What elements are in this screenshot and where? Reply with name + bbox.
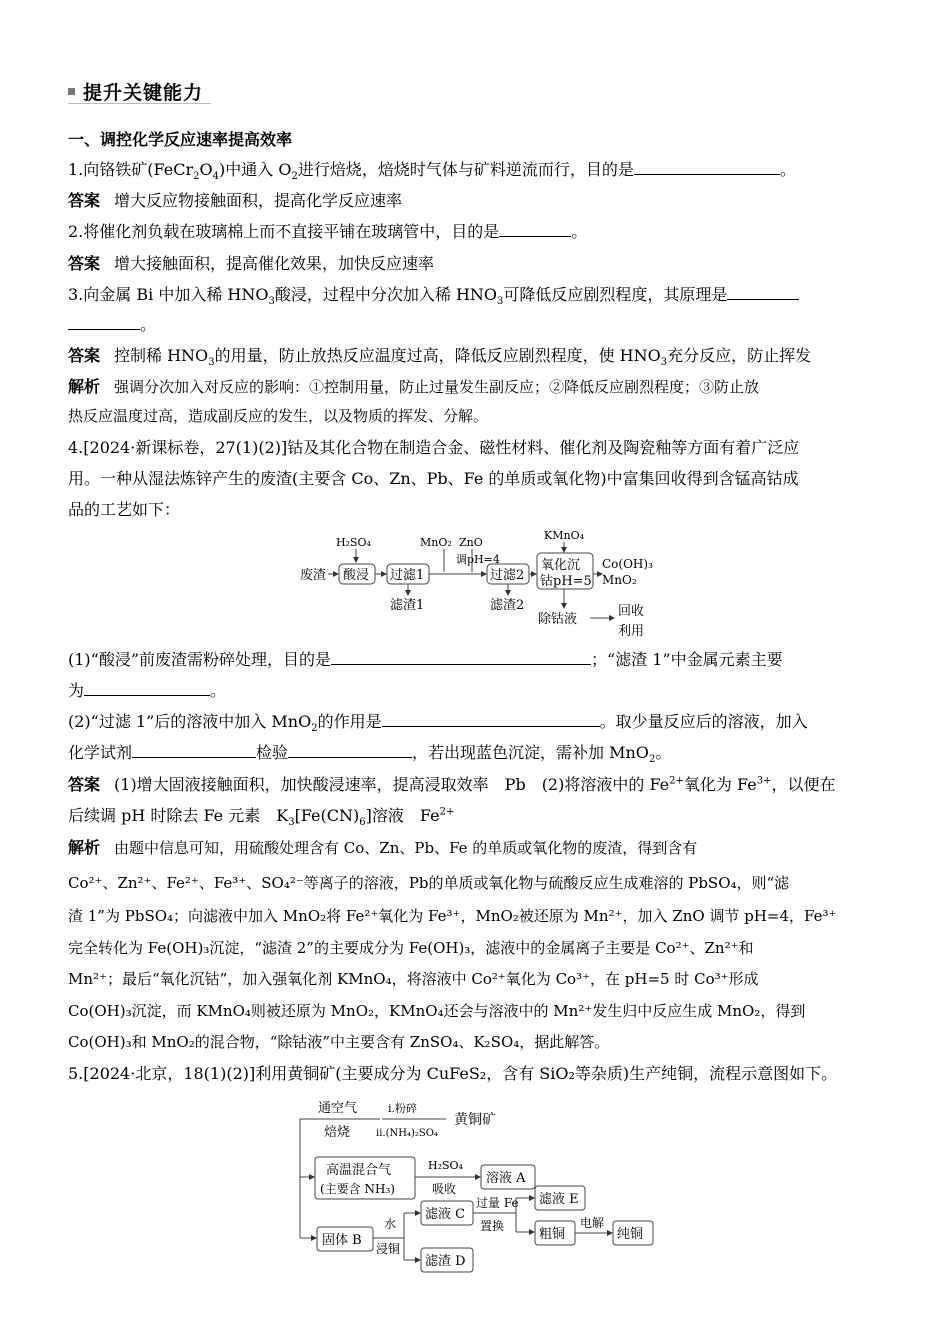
flow-air: 通空气 [318,1101,358,1116]
question-4-part1-cont: 为 。 [68,681,227,700]
analysis-4-line3: 渣 1”为 PbSO₄；向滤液中加入 MnO₂将 Fe²⁺氧化为 Fe³⁺，MnO₂被还原为 Mn²⁺，加入 ZnO 调节 pH=4，Fe³⁺ [68,907,837,925]
answer-blank [727,285,799,300]
answer-blank [68,315,140,330]
flow-step-i: ⅰ.粉碎 [388,1102,418,1115]
answer-label: 答案 [68,346,101,365]
question-2: 2.将催化剂负载在玻璃棉上而不直接平铺在玻璃管中，目的是 。 [68,222,588,241]
analysis-4-line6: Co(OH)₃沉淀，而 KMnO₄则被还原为 MnO₂，KMnO₄还会与溶液中的 Mn²⁺发生归中反应生成 MnO₂，得到 [68,1002,806,1020]
analysis-4-line2: Co²⁺、Zn²⁺、Fe²⁺、Fe³⁺、SO₄²⁻等离子的溶液，Pb的单质或氧化物与硫酸反应生成难溶的 PbSO₄，则“滤 [68,874,790,892]
flow-gas-line1: 高温混合气 [326,1163,392,1178]
analysis-4-line4: 完全转化为 Fe(OH)₃沉淀，“滤渣 2”的主要成分为 Fe(OH)₃，滤液中的金属离子主要是 Co²⁺、Zn²⁺和 [68,939,754,957]
question-4-line2: 用。一种从湿法炼锌产生的废渣(主要含 Co、Zn、Pb、Fe 的单质或氧化物)中富集回收得到含锰高钴成 [68,469,799,488]
flow-filtrate-c: 滤液 C [425,1207,466,1222]
heading-text: 提升关键能力 [83,81,204,104]
answer-1: 答案 增大反应物接触面积，提高化学反应速率 [68,191,403,210]
flow-h2so4: H₂SO₄ [336,536,371,549]
flow-electrolysis: 电解 [580,1216,605,1230]
flow-product1: Co(OH)₃ [602,557,653,571]
answer-blank [288,743,412,758]
answer-4: 答案 (1)增大固液接触面积，加快酸浸速率，提高浸取效率 Pb (2)将溶液中的 $Fe^{2+}$氧化为 $Fe^{3+}$，以便在 [68,775,836,794]
cobalt-process-flowchart [298,528,658,642]
flow-zno: ZnO [459,536,483,549]
question-4-part2: (2)“过滤 1”后的溶液中加入 MnO$_2$的作用是 。取少量反应后的溶液，加入 [68,712,808,735]
flow-oxid-line1: 氧化沉 [541,558,581,573]
analysis-3-line2: 热反应温度过高，造成副反应的发生，以及物质的挥发、分解。 [68,407,489,425]
flow-filtrate-e: 滤液 E [539,1192,579,1207]
answer-label: 答案 [68,775,101,794]
answer-blank [331,650,591,665]
answer-blank [499,222,571,237]
question-3: 3.向金属 Bi 中加入稀 $HNO_3$酸浸，过程中分次加入稀 $HNO_3$可降低反应剧烈程度，其原理是 [68,285,882,305]
flow-excess-fe: 过量 Fe [476,1196,519,1210]
flow-residue1: 滤渣1 [390,598,425,613]
analysis-4-line5: Mn²⁺；最后“氧化沉钴”，加入强氧化剂 KMnO₄，将溶液中 Co²⁺氧化为 Co³⁺，在 pH=5 时 Co³⁺形成 [68,970,759,988]
flow-roast: 焙烧 [324,1125,351,1140]
answer-blank [634,160,780,175]
answer-3: 答案 控制稀 $HNO_3$的用量，防止放热反应温度过高，降低反应剧烈程度，使 $HNO_3$充分反应，防止挥发 [68,346,812,369]
heading-bullet-icon [68,88,75,95]
flow-pure-copper: 纯铜 [617,1227,644,1242]
analysis-3: 解析 强调分次加入对反应的影响：①控制用量，防止过量发生副反应；②降低反应剧烈程度；③防止放 [68,377,760,396]
flow-absorb: 吸收 [432,1182,457,1196]
flow-filter2: 过滤2 [490,568,525,583]
question-3-cont: 。 [68,315,882,335]
question-4-line1: 4.[2024·新课标卷，27(1)(2)]钴及其化合物在制造合金、磁性材料、催化剂及陶瓷釉等方面有着广泛应 [68,438,800,457]
flow-product2: MnO₂ [602,573,637,587]
question-4-part1: (1)“酸浸”前废渣需粉碎处理，目的是 ；“滤渣 1”中金属元素主要 [68,650,783,669]
flow-decobalt: 除钴液 [538,612,578,627]
question-4-part2-cont: 化学试剂 检验 ，若出现蓝色沉淀，需补加 MnO$_2$。 [68,743,672,766]
flow-acid-leach: 酸浸 [343,568,370,583]
flow-mno2: MnO₂ [420,536,452,549]
question-1: 1.向铬铁矿$(FeCr_2O_4)$中通入 $O_2$进行焙烧，焙烧时气体与矿料逆流而行，目的是 。 [68,160,796,183]
flow-replace: 置换 [480,1219,505,1233]
flow-h2so4-b: H₂SO₄ [428,1159,463,1172]
flow-crude-copper: 粗铜 [539,1227,566,1242]
flow-leach-cu: 浸铜 [376,1242,401,1256]
flow-recover1: 回收 [618,604,645,619]
flow-residue-d: 滤渣 D [425,1254,466,1269]
question-4-line3: 品的工艺如下： [68,500,181,519]
flow-kmno4: KMnO₄ [544,529,584,542]
flow-residue2: 滤渣2 [490,598,525,613]
flow-feed: 废渣 [300,568,327,583]
flow-step-ii: ⅱ.(NH₄)₂SO₄ [376,1128,438,1139]
flow-solution-a: 溶液 A [486,1171,526,1186]
answer-blank [132,743,256,758]
analysis-label: 解析 [68,838,101,857]
analysis-label: 解析 [68,377,101,396]
answer-blank [382,712,600,727]
analysis-4-line7: Co(OH)₃和 MnO₂的混合物，“除钴液”中主要含有 ZnSO₄、K₂SO₄，据此解答。 [68,1033,610,1051]
section-heading [68,78,203,104]
subheading: 一、调控化学反应速率提高效率 [68,130,293,149]
copper-process-flowchart [296,1095,666,1277]
flow-ore: 黄铜矿 [454,1112,496,1128]
analysis-4-line1: 解析 由题中信息可知，用硫酸处理含有 Co、Zn、Pb、Fe 的单质或氧化物的废渣，得到含有 [68,838,698,857]
flow-gas-line2: (主要含 NH₃) [320,1182,395,1196]
flow-filter1: 过滤1 [390,568,425,583]
flow-water: 水 [384,1217,397,1231]
answer-label: 答案 [68,254,101,273]
question-5-line1: 5.[2024·北京，18(1)(2)]利用黄铜矿(主要成分为 CuFeS₂，含有 SiO₂等杂质)生产纯铜，流程示意图如下。 [68,1064,838,1083]
answer-blank [84,681,210,696]
answer-2: 答案 增大接触面积，提高催化效果，加快反应速率 [68,254,435,273]
flow-oxid-line2: 钴pH=5 [540,574,592,589]
answer-4-cont: 后续调 pH 时除去 Fe 元素 $K_3[Fe(CN)_6]$溶液 $Fe^{2+}$ [68,806,455,829]
flow-recover2: 利用 [618,624,645,639]
flow-solid-b: 固体 B [322,1233,362,1248]
heading-underline [68,103,211,104]
answer-label: 答案 [68,191,101,210]
flow-adjust-ph: 调pH=4 [456,553,500,566]
